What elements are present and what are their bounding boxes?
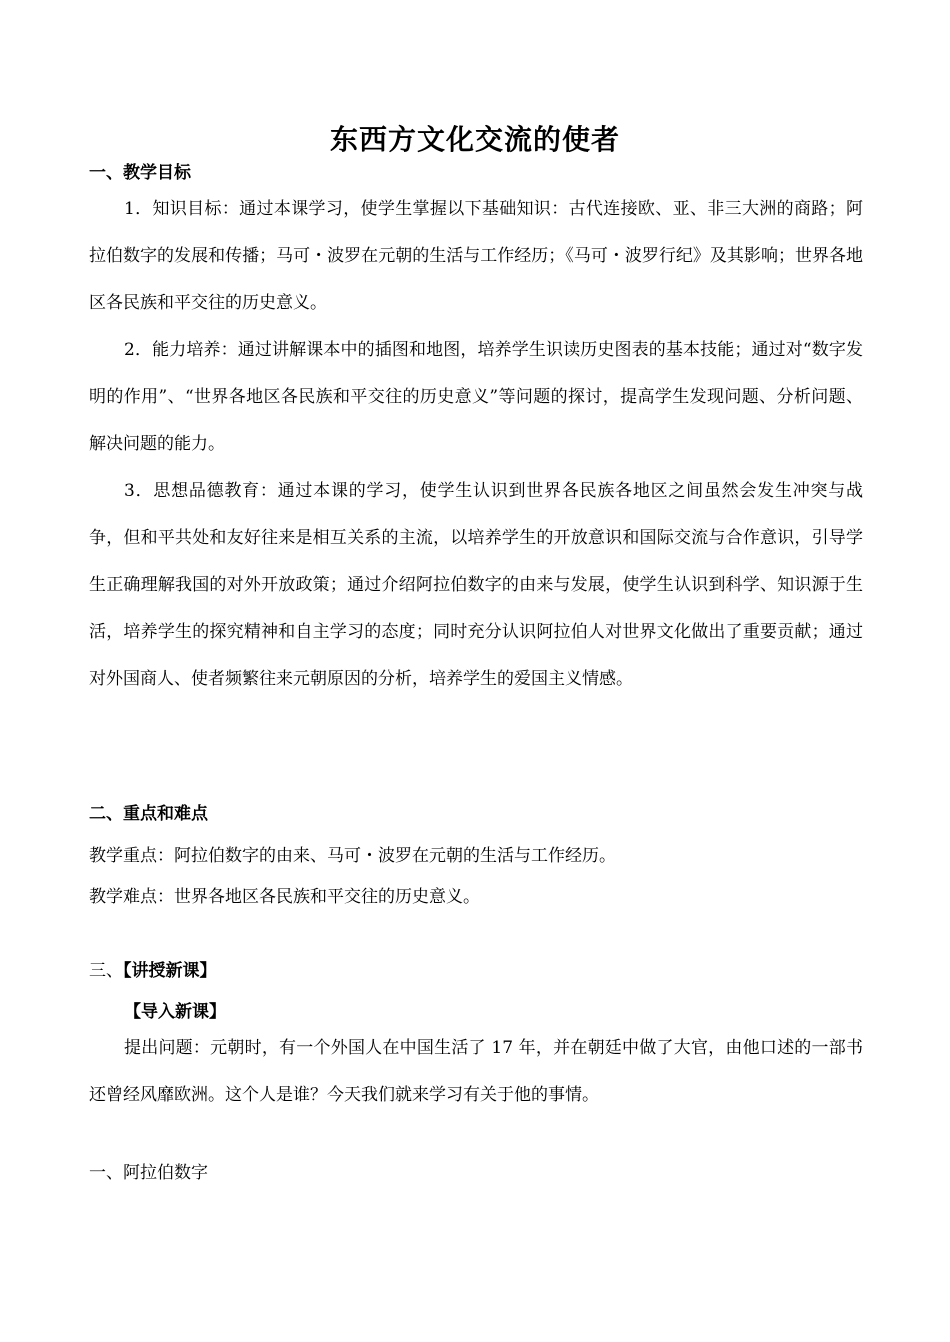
section-heading-prefix: 三、 [89, 961, 123, 981]
section-heading-objectives: 一、教学目标 [89, 163, 191, 183]
paragraph-ability-goal: 2．能力培养：通过讲解课本中的插图和地图，培养学生识读历史图表的基本技能；通过对“数字发明的作用”、“世界各地区各民族和平交往的历史意义”等问题的探讨，提高学生发现问题、分析问题、解决问题的能力。 [89, 340, 863, 454]
paragraph-moral-education: 3．思想品德教育：通过本课的学习，使学生认识到世界各民族各地区之间虽然会发生冲突与战争，但和平共处和友好往来是相互关系的主流，以培养学生的开放意识和国际交流与合作意识，引导学生正确理解我国的对外开放政策；通过介绍阿拉伯数字的由来与发展，使学生认识到科学、知识源于生活，培养学生的探究精神和自主学习的态度；同时充分认识阿拉伯人对世界文化做出了重要贡献；通过对外国商人、使者频繁往来元朝原因的分析，培养学生的爱国主义情感。 [89, 481, 863, 689]
section-heading-key-points: 二、重点和难点 [89, 804, 208, 824]
document-title: 东西方文化交流的使者 [329, 123, 620, 156]
section-heading-new-lesson [89, 956, 217, 981]
section-heading-label: 【讲授新课】 [123, 961, 217, 981]
subsection-arabic-numerals: 一、阿拉伯数字 [89, 1163, 208, 1183]
subheading-introduction: 【导入新课】 [124, 1002, 226, 1022]
paragraph-knowledge-goal: 1．知识目标：通过本课学习，使学生掌握以下基础知识：古代连接欧、亚、非三大洲的商路；阿拉伯数字的发展和传播；马可・波罗在元朝的生活与工作经历；《马可・波罗行纪》及其影响；世界各地区各民族和平交往的历史意义。 [89, 199, 863, 313]
paragraph-introduction: 提出问题：元朝时，有一个外国人在中国生活了 17 年，并在朝廷中做了大官，由他口述的一部书还曾经风靡欧洲。这个人是谁？今天我们就来学习有关于他的事情。 [89, 1038, 863, 1105]
key-point-text: 教学重点：阿拉伯数字的由来、马可・波罗在元朝的生活与工作经历。 [89, 846, 616, 866]
difficulty-text: 教学难点：世界各地区各民族和平交往的历史意义。 [89, 887, 480, 907]
